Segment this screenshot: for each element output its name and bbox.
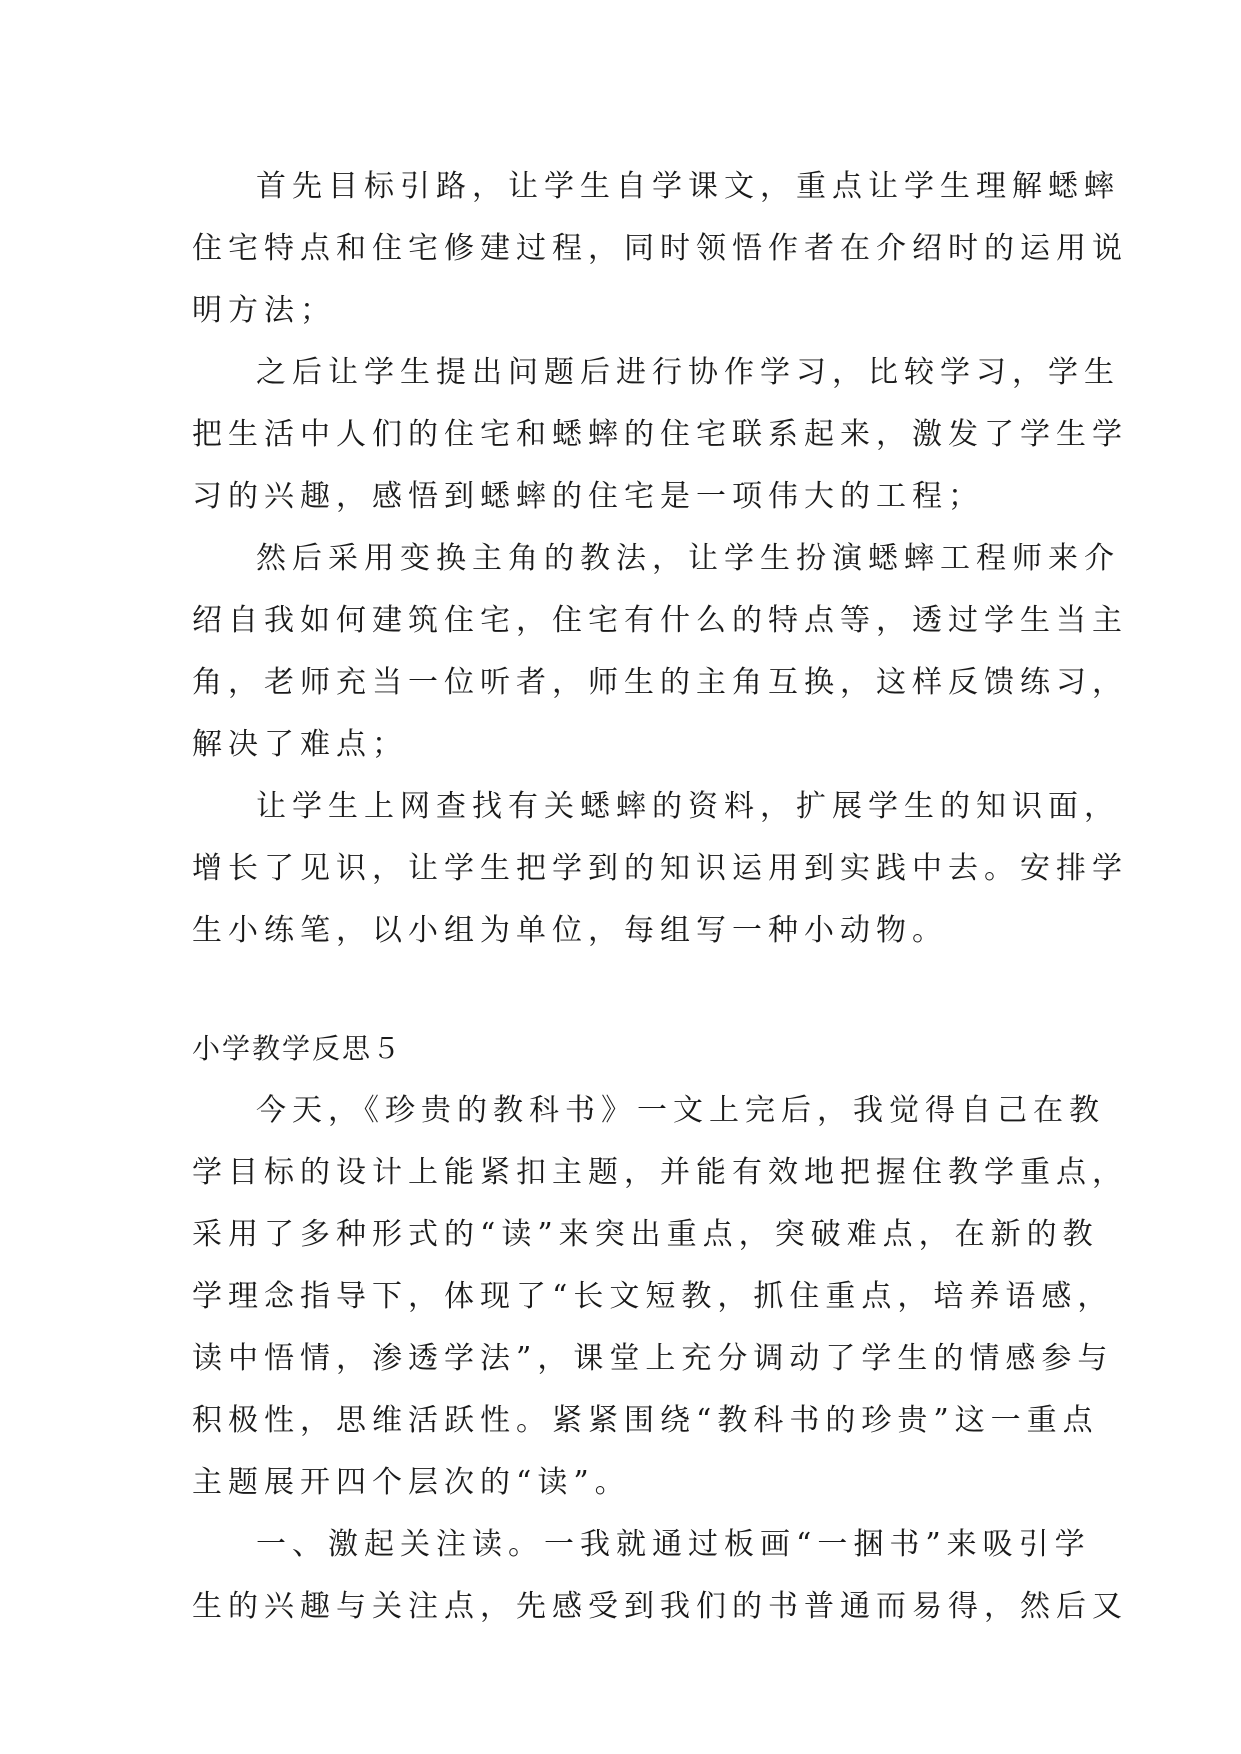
text-line: 让学生上网查找有关蟋蟀的资料，扩展学生的知识面，	[256, 789, 1120, 824]
text-line: 解决了难点；	[192, 727, 408, 762]
text-line: 住宅特点和住宅修建过程，同时领悟作者在介绍时的运用说	[192, 231, 1128, 266]
text-line: 把生活中人们的住宅和蟋蟀的住宅联系起来，激发了学生学	[192, 417, 1128, 452]
paragraph	[192, 528, 1128, 776]
text-line: 今天，《珍贵的教科书》一文上完后，我觉得自己在教	[256, 1093, 1105, 1128]
document-page	[192, 156, 1128, 1638]
text-line: 一、激起关注读。一我就通过板画“一捆书”来吸引学	[256, 1527, 1091, 1562]
text-line: 生的兴趣与关注点，先感受到我们的书普通而易得，然后又	[192, 1589, 1128, 1624]
paragraph	[192, 156, 1128, 342]
text-line: 学目标的设计上能紧扣主题，并能有效地把握住教学重点，	[192, 1155, 1128, 1190]
section-title: 小学教学反思５	[192, 1032, 403, 1065]
text-line: 积极性，思维活跃性。紧紧围绕“教科书的珍贵”这一重点	[192, 1403, 1099, 1438]
text-line: 然后采用变换主角的教法，让学生扮演蟋蟀工程师来介	[256, 541, 1120, 576]
text-line: 绍自我如何建筑住宅，住宅有什么的特点等，透过学生当主	[192, 603, 1128, 638]
text-line: 首先目标引路，让学生自学课文，重点让学生理解蟋蟀	[256, 169, 1120, 204]
paragraph	[192, 1514, 1128, 1638]
paragraph	[192, 1080, 1128, 1514]
text-line: 学理念指导下，体现了“长文短教，抓住重点，培养语感，	[192, 1279, 1114, 1314]
paragraph	[192, 342, 1128, 528]
text-line: 主题展开四个层次的“读”。	[192, 1465, 631, 1500]
text-line: 读中悟情，渗透学法”，课堂上充分调动了学生的情感参与	[192, 1341, 1114, 1376]
text-line: 角，老师充当一位听者，师生的主角互换，这样反馈练习，	[192, 665, 1128, 700]
text-line: 采用了多种形式的“读”来突出重点，突破难点，在新的教	[192, 1217, 1099, 1252]
text-line: 明方法；	[192, 293, 336, 328]
text-line: 生小练笔，以小组为单位，每组写一种小动物。	[192, 913, 948, 948]
text-line: 增长了见识，让学生把学到的知识运用到实践中去。安排学	[192, 851, 1128, 886]
text-line: 习的兴趣，感悟到蟋蟀的住宅是一项伟大的工程；	[192, 479, 984, 514]
paragraph	[192, 776, 1128, 962]
text-line: 之后让学生提出问题后进行协作学习，比较学习，学生	[256, 355, 1120, 390]
